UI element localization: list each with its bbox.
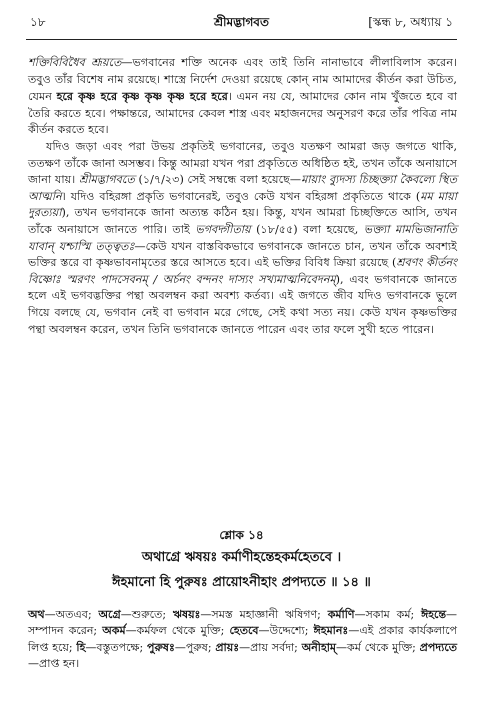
synonym-meaning: শুরুতে	[131, 608, 163, 621]
synonym-meaning: পুরুষ	[185, 640, 208, 654]
purport-paragraph-2	[28, 139, 457, 338]
p2-run: মম মায়া দুরত্যয়া	[28, 189, 457, 220]
p2-run: । যদিও বহিরঙ্গা প্রকৃতি ভগবানেরই, তবুও কেউ যখন বহিরঙ্গা প্রকৃতিতে থাকে (	[61, 189, 421, 203]
p1-run: । এমন নয় যে, আমাদের কোন নাম খুঁজতে হবে বা তৈরি করতে হবে। পক্ষান্তরে, আমাদের কেবল শাস্ত্র এবং মহাজনদের অনুসরণ করে তাঁর পবিত্র নাম কীর্তন করতে হবে।	[28, 90, 458, 137]
p1-run: হরে কৃষ্ণ হরে কৃষ্ণ কৃষ্ণ কৃষ্ণ হরে হরে	[56, 89, 228, 104]
book-title: শ্রীমদ্ভাগবত	[213, 15, 269, 29]
p2-run: ), তখন ভগবানকে জানা অত্যন্ত কঠিন হয়। কিন্তু, যখন আমরা চিচ্ছক্তিতে আসি, তখন তাঁকে অনায়াসে জানতে পারি। তাই	[28, 206, 457, 236]
synonym-word: অগ্রে	[98, 608, 121, 621]
p2-run: (১/৭/২৩) সেই সম্বন্ধে বলা হয়েছে—	[134, 173, 302, 187]
p2-run: ভক্ত্যা মামভিজানাতি যাবান্ যশ্চাস্মি তত্ত্বতঃ	[28, 222, 457, 253]
page-number: ১৮	[30, 15, 46, 29]
p2-run: শ্রীমদ্ভাগবতে	[78, 173, 135, 187]
p1-run: —ভগবানের শক্তি অনেক এবং তাই তিনি নানাভাবে লীলাবিলাস করেন। তবুও তাঁর বিশেষ নাম রয়েছে। শাস্ত্রে নির্দেশ দেওয়া রয়েছে কোন্ নাম আমাদের কীর্তন করা উচিত, যেমন	[28, 56, 457, 104]
word-for-word-synonyms: অথ—অতএব; অগ্রে—শুরুতে; ঋষয়ঃ—সমস্ত মহাজ্ঞানী ঋষিগণ; কর্মাণি—সকাম কর্ম; ঈহন্তে—সম্পাদন করেন; অকর্ম—কর্মফল থেকে মুক্তি; হেতবে—উদ্দেশ্যে; ঈহমানঃ—এই প্রকার কার্যকলাপে লিপ্ত হয়ে; হি—বস্তুতপক্ষে; পুরুষঃ—পুরুষ; প্রায়ঃ—প্রায় সর্বদা; অনীহাম্—কর্ম থেকে মুক্তি; প্রপদ্যতে—প্রাপ্ত হন।	[28, 608, 458, 671]
p2-run: শ্রবণং কীর্তনং বিষ্ণোঃ স্মরণং পাদসেবনম্ / অর্চনং বন্দনং দাস্যং সখ্যমাত্মনিবেদনম্	[28, 256, 457, 286]
verse-line-2: ঈহমানো হি পুরুষঃ প্রায়োঽনীহাং প্রপদ্যতে ॥ ১৪ ॥	[112, 575, 371, 590]
running-header	[30, 14, 453, 34]
synonym-word: ঈহমানঃ	[313, 624, 349, 638]
synonym-meaning: সম্পাদন করেন	[28, 624, 94, 638]
synonym-word: প্রায়ঃ	[215, 640, 240, 654]
synonym-word: হেতবে	[229, 624, 259, 638]
purport-paragraph-1	[28, 55, 457, 139]
verse-line-1: অথাগ্রে ঋষয়ঃ কর্মাণীহন্তেহকর্মহেতবে ।	[141, 550, 342, 565]
p2-run: মায়াং ব্যুদস্য চিচ্ছক্ত্যা কৈবল্যে স্থিত আত্মনি	[28, 173, 457, 203]
verse-heading: শ্লোক ১৪	[219, 528, 264, 542]
synonym-word: অথ	[28, 608, 45, 621]
synonym-word: কর্মাণি	[327, 608, 355, 621]
synonym-meaning: অতএব	[55, 608, 88, 621]
synonym-meaning: কর্ম থেকে মুক্তি	[347, 640, 413, 654]
synonym-meaning: সকাম কর্ম	[365, 608, 411, 621]
synonym-meaning: প্রায় সর্বদা	[250, 640, 295, 654]
header-rule	[26, 39, 457, 40]
synonym-word: ঈহন্তে	[421, 608, 447, 621]
synonym-meaning: এই প্রকার কার্যকলাপে লিপ্ত হয়ে	[28, 624, 458, 654]
purport-text	[28, 55, 457, 338]
p2-run: যদিও জড়া এবং পরা উভয় প্রকৃতিই ভগবানের, তবুও যতক্ষণ আমরা জড় জগতে থাকি, ততক্ষণ তাঁকে জানা অসম্ভব। কিন্তু আমরা যখন পরা প্রকৃতিতে অধিষ্ঠিত হই, তখন তাঁকে অনায়াসে জানা যায়।	[28, 139, 457, 187]
p2-run: ভগবদ্গীতায়	[195, 222, 251, 236]
p2-run: —কেউ যখন বাস্তবিকভাবে ভগবানকে জানতে চান, তখন তাঁকে অবশ্যই ভক্তির স্তরে বা কৃষ্ণভাবনামৃতের স্তরে আসতে হবে। এই ভক্তির বিবিধ ক্রিয়া রয়েছে (	[28, 239, 457, 270]
p1-run: শক্তিবিবিধৈব শ্রূয়তে	[28, 56, 122, 69]
synonym-word: ঋষয়ঃ	[172, 608, 201, 621]
synonym-meaning: সমস্ত মহাজ্ঞানী ঋষিগণ	[211, 608, 318, 621]
synonym-word: প্রপদ্যতে	[419, 640, 457, 654]
synonym-meaning: বস্তুতপক্ষে	[96, 640, 140, 654]
synonym-word: অকর্ম	[102, 624, 126, 638]
synonym-meaning: কর্মফল থেকে মুক্তি	[136, 624, 221, 638]
p2-run: ), এবং ভগবানকে জানতে হলে এই ভগবদ্ভক্তির পন্থা অবলম্বন করা অবশ্য কর্তব্য। এই জগতে জীব যদিও ভগবানকে ভুলে গিয়ে বলছে যে, ভগবান নেই বা ভগবান মরে গেছে, সেই কথা সত্য নয়। কেউ যখন কৃষ্ণভক্তির পন্থা অবলম্বন করেন, তখন তিনি ভগবানকে জানতে পারেন এবং তার ফলে সুখী হতে পারেন।	[28, 272, 457, 336]
p2-run: (১৮/৫৫) বলা হয়েছে,	[250, 222, 364, 236]
synonym-word: অনীহাম্	[301, 640, 337, 654]
synonym-meaning: উদ্দেশ্যে	[269, 624, 305, 638]
synonym-word: হি	[76, 640, 86, 654]
synonym-word: পুরুষঃ	[146, 640, 175, 654]
synonym-meaning: প্রাপ্ত হন	[39, 657, 76, 671]
canto-chapter-reference: [স্কন্ধ ৮, অধ্যায় ১	[368, 15, 453, 29]
